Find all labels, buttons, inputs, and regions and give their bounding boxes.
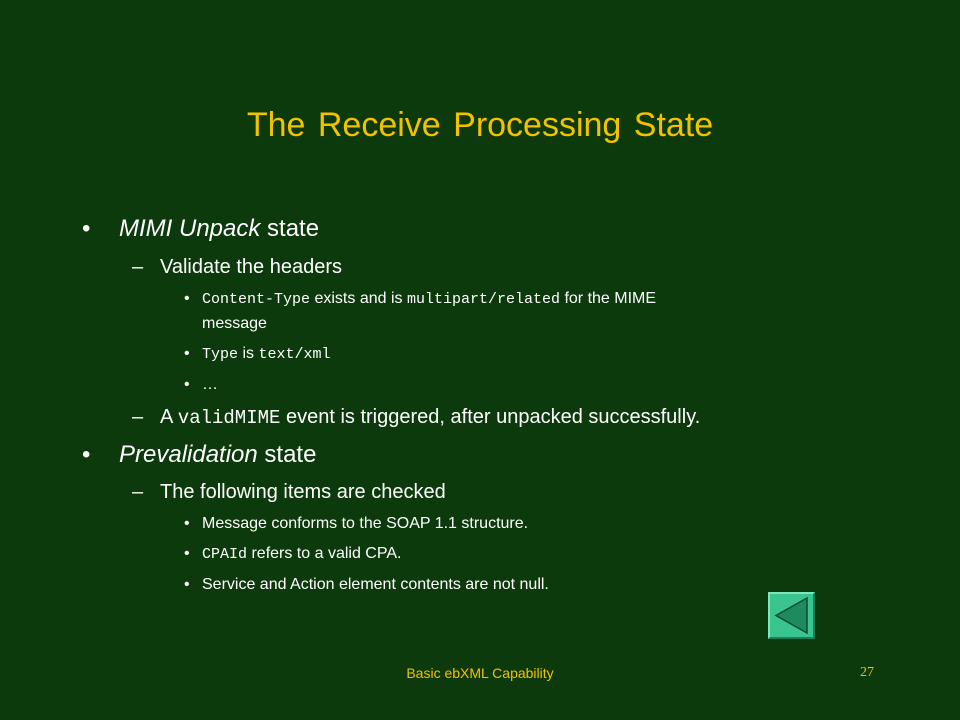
footer-title: Basic ebXML Capability [406, 665, 554, 681]
slide: The Receive Processing State • MIMI Unpack state – Validate the headers • Content-Type exists and is multipart/related for the MIME message • Type is text/xml • … – A validMIME event is triggered, after unpacked successfully. • Prevalidation state – The following items are checked • Message conforms to the SOAP 1.1 structure. • CPAId refers to a valid CPA. • Service and Action element contents are not null. Basic ebXML Capability 27 [0, 0, 960, 720]
bullet-dash: – [132, 406, 144, 428]
bullet-dot: • [184, 376, 190, 393]
bullet-dot: • [184, 545, 190, 562]
code-validmime: validMIME [177, 407, 281, 429]
term-prevalidation: Prevalidation [119, 441, 258, 468]
bullet-dot: • [82, 215, 91, 242]
slide-title: The Receive Processing State [246, 106, 714, 144]
code-multipart-related: multipart/related [406, 291, 560, 308]
bullet-dot: • [184, 345, 190, 362]
code-type: Type [202, 346, 239, 363]
term-mimi-unpack: MIMI Unpack [119, 215, 261, 242]
triangle-left-icon [770, 594, 813, 637]
bullet-dot: • [184, 515, 190, 532]
bullet-dot: • [82, 441, 91, 468]
code-content-type: Content-Type [202, 291, 311, 308]
bullet-dot: • [184, 576, 190, 593]
code-cpaid: CPAId [202, 546, 248, 563]
page-number: 27 [860, 665, 874, 680]
back-button[interactable] [768, 592, 815, 639]
bullet-dash: – [132, 256, 144, 278]
code-text-xml: text/xml [258, 346, 331, 363]
bullet-dot: • [184, 290, 190, 307]
bullet-dash: – [132, 481, 144, 503]
